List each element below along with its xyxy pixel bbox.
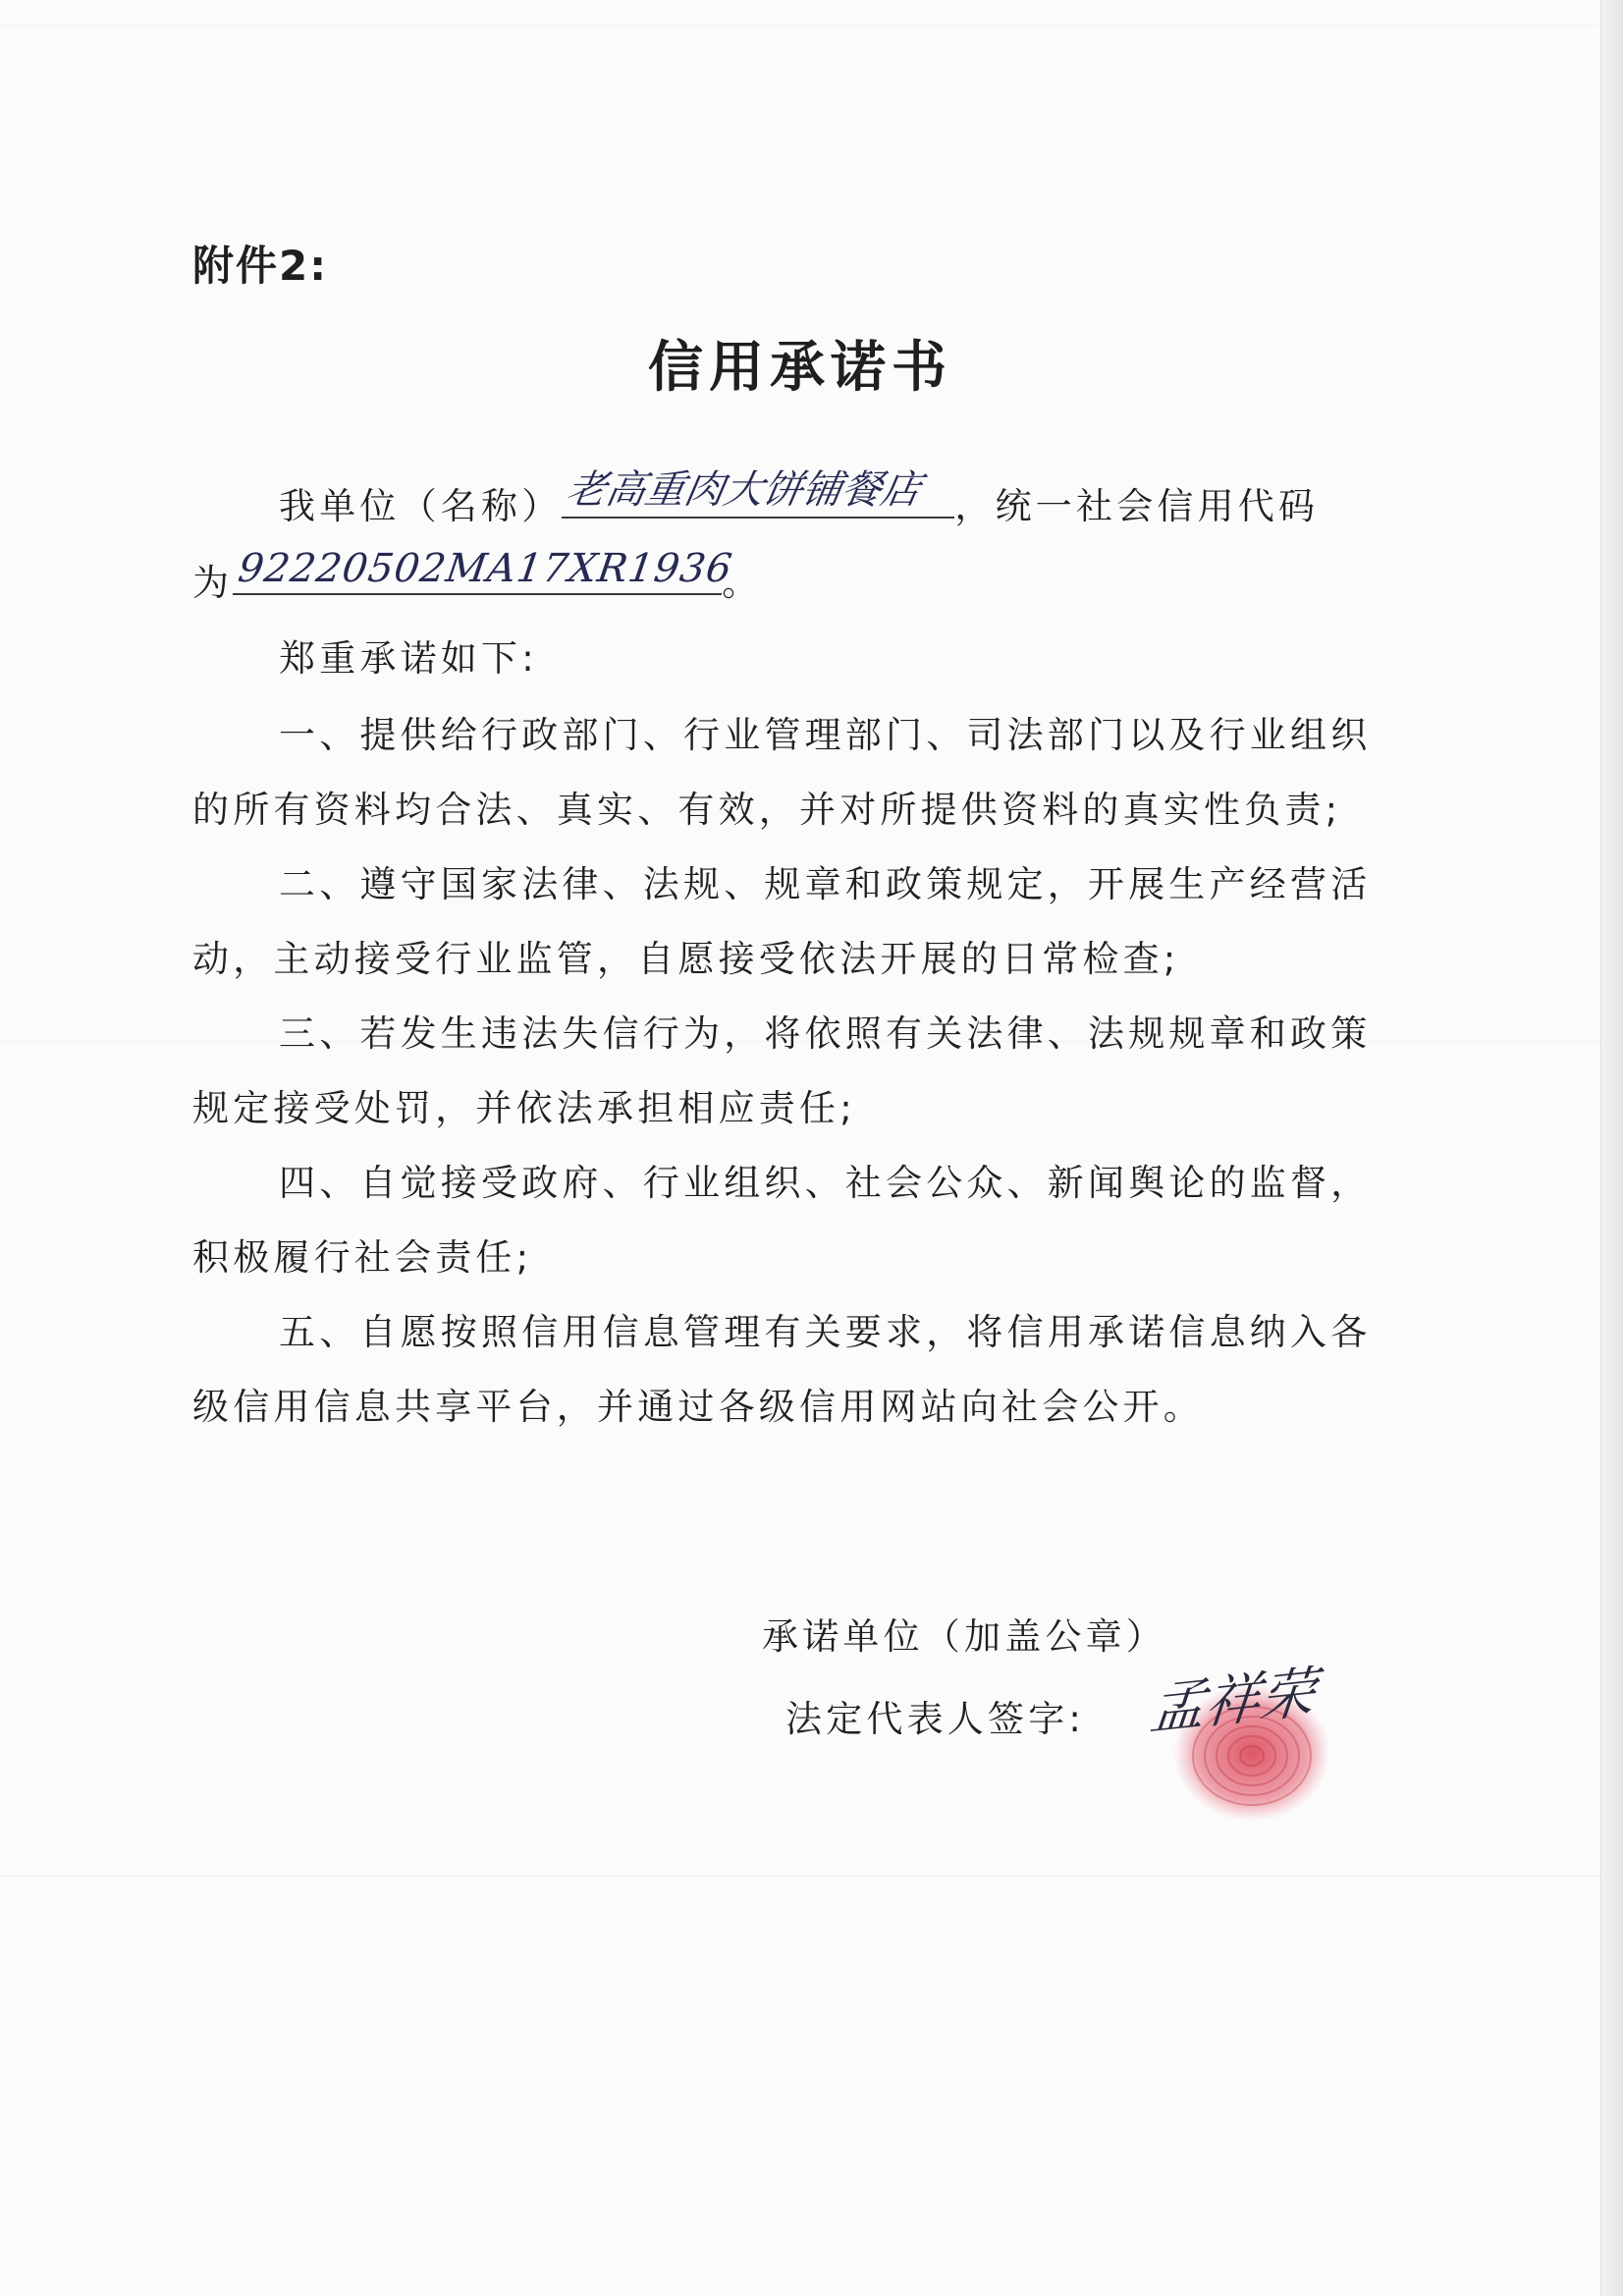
- intro-line-2: [192, 546, 763, 606]
- intro-middle: ，统一社会信用代码: [954, 485, 1320, 527]
- legal-rep-signature: 孟祥荣: [1147, 1660, 1319, 1743]
- intro-line-1: [279, 467, 1320, 529]
- item-4-line-1: 四、自觉接受政府、行业组织、社会公众、新闻舆论的监督，: [279, 1162, 1372, 1204]
- item-5-line-2: 级信用信息共享平台，并通过各级信用网站向社会公开。: [192, 1386, 1204, 1428]
- annex-label: 附件2:: [192, 242, 329, 290]
- item-4-line-2: 积极履行社会责任;: [192, 1236, 533, 1279]
- signature-area: [1129, 1640, 1384, 1836]
- item-2-line-1: 二、遵守国家法律、法规、规章和政策规定，开展生产经营活: [279, 863, 1372, 905]
- code-suffix: 。: [722, 562, 763, 604]
- code-prefix: 为: [192, 562, 234, 604]
- credit-code-handwritten: 92220502MA17XR1936: [235, 546, 736, 591]
- promise-intro: 郑重承诺如下:: [279, 637, 538, 680]
- legal-rep-label: 法定代表人签字:: [785, 1698, 1086, 1740]
- item-1-line-2: 的所有资料均合法、真实、有效，并对所提供资料的真实性负责;: [192, 789, 1342, 831]
- promising-unit-label: 承诺单位（加盖公章）: [762, 1615, 1166, 1658]
- item-2-line-2: 动，主动接受行业监管，自愿接受依法开展的日常检查;: [192, 938, 1180, 980]
- scan-line: [0, 24, 1600, 25]
- credit-code-blank: [233, 546, 736, 595]
- unit-name-blank: [562, 467, 954, 519]
- intro-prefix: 我单位（名称）: [279, 485, 563, 527]
- item-3-line-2: 规定接受处罚，并依法承担相应责任;: [192, 1087, 856, 1129]
- item-1-line-1: 一、提供给行政部门、行业管理部门、司法部门以及行业组织: [279, 714, 1372, 756]
- page-edge: [1600, 0, 1623, 2296]
- unit-name-handwritten: 老高重肉大饼铺餐店: [563, 467, 925, 513]
- document-title: 信用承诺书: [648, 336, 952, 400]
- scan-line: [0, 1876, 1600, 1877]
- item-3-line-1: 三、若发生违法失信行为，将依照有关法律、法规规章和政策: [279, 1012, 1372, 1055]
- item-5-line-1: 五、自愿按照信用信息管理有关要求，将信用承诺信息纳入各: [279, 1311, 1372, 1353]
